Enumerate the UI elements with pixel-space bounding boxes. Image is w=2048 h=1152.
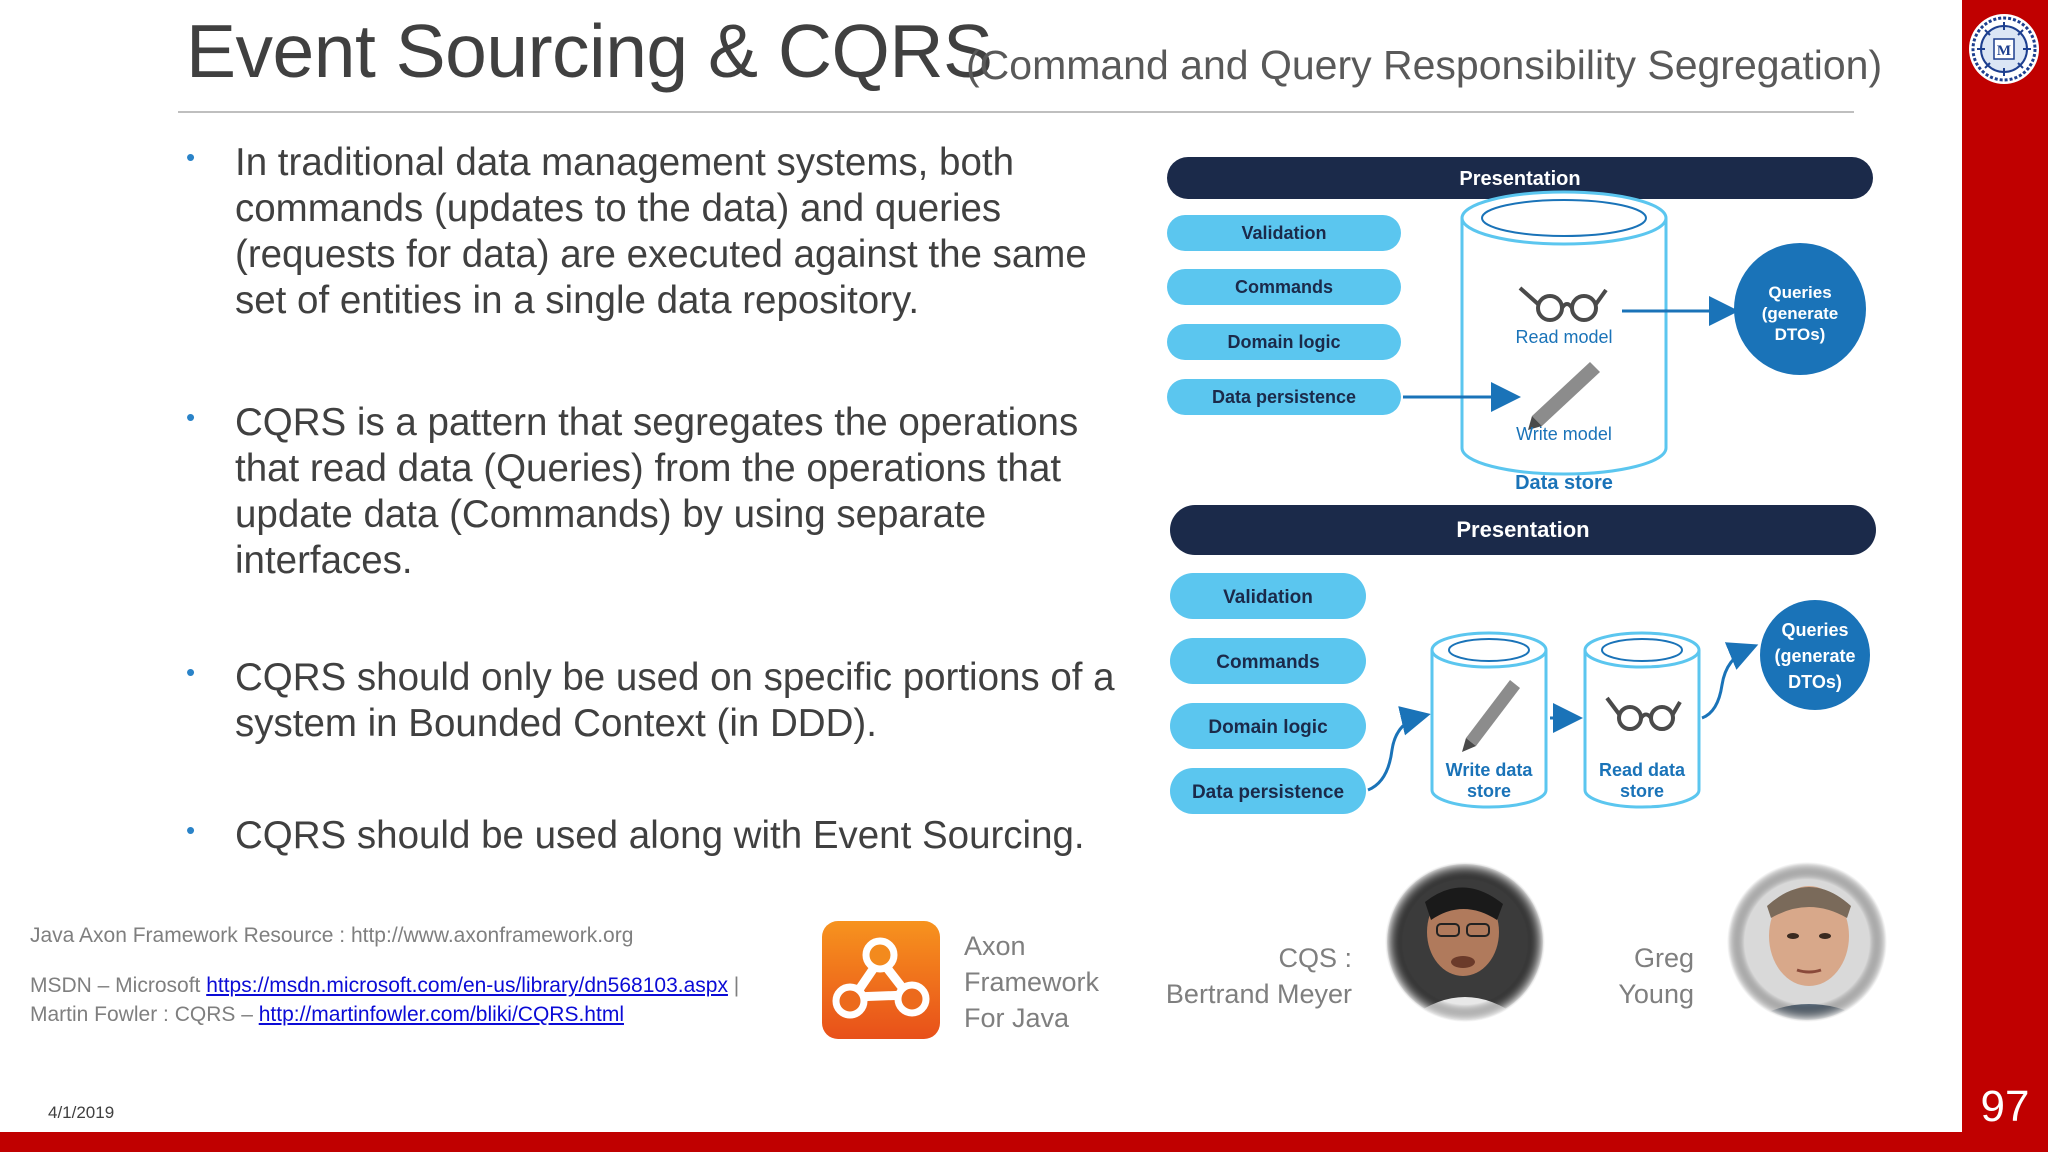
bottom-queries-circle [1760,600,1870,710]
fowler-reference [30,1003,624,1027]
svg-text:(generate: (generate [1774,646,1856,666]
msdn-reference [30,974,739,998]
bertrand-meyer-photo [1385,862,1545,1022]
axon-framework-caption: Axon Framework For Java [964,931,1100,1033]
svg-text:DTOs): DTOs) [1788,672,1842,692]
bottom-commands-layer [1170,638,1366,684]
read-data-store-label-line1: Read data [1598,760,1686,780]
university-seal-icon [1967,12,2041,86]
bullet-marker: • [186,815,196,845]
top-validation-layer [1167,215,1401,251]
msdn-link[interactable]: https://msdn.microsoft.com/en-us/library/dn568103.aspx [206,974,728,997]
cqs-bertrand-meyer-caption: CQS : Bertrand Meyer [1165,943,1352,1009]
write-data-store-label-line2: store [1466,781,1512,801]
page-number: 97 [1980,1082,2030,1131]
write-model-label: Write model [1516,424,1612,444]
bullet-text: In traditional data management systems, both commands (updates to the data) and queries (requests for data) are executed against the same set of entities in a single data repository. [235,141,1087,322]
top-data-persistence-layer [1167,379,1401,415]
read-model-label: Read model [1515,327,1613,347]
data-store-label: Data store [1515,472,1613,494]
axon-framework-logo-icon [820,919,942,1041]
greg-young-caption: Greg Young [1618,943,1694,1009]
svg-text:M: M [1996,43,2012,59]
top-commands-layer [1167,269,1401,305]
bottom-domain-logic-layer [1170,703,1366,749]
bottom-data-persistence-layer [1170,768,1366,814]
bullet-text: CQRS is a pattern that segregates the operations that read data (Queries) from the operations that update data (Commands) by using separate interfaces. [235,401,1079,582]
bottom-presentation-label: Presentation [1456,517,1590,542]
title-divider [178,111,1854,113]
svg-text:Validation: Validation [1241,223,1327,243]
axon-resource-reference: Java Axon Framework Resource : http://www.axonframework.org [30,924,634,947]
reference-separator: | [727,974,740,997]
cqrs-architecture-diagram [1160,150,1880,830]
right-accent-band [1962,0,2048,1152]
write-data-store-label-line1: Write data [1445,760,1533,780]
top-queries-circle [1734,243,1866,375]
top-domain-logic-layer [1167,324,1401,360]
svg-text:(generate: (generate [1761,304,1839,323]
svg-text:Validation: Validation [1223,587,1313,608]
svg-text:Domain logic: Domain logic [1208,717,1328,738]
greg-young-photo [1727,862,1887,1022]
svg-text:Commands: Commands [1234,277,1334,297]
slide-date: 4/1/2019 [48,1103,115,1122]
read-data-store-label-line2: store [1619,781,1665,801]
bullet-marker: • [186,402,196,432]
svg-text:Data persistence: Data persistence [1211,387,1357,407]
msdn-label: MSDN – Microsoft [30,974,207,997]
bullet-marker: • [186,142,196,172]
top-presentation-label: Presentation [1459,168,1581,190]
read-store-to-queries-arrow [1702,648,1750,718]
bottom-accent-band [0,1132,2048,1152]
fowler-link[interactable]: http://martinfowler.com/bliki/CQRS.html [258,1003,624,1026]
slide-title: Event Sourcing & CQRS [186,9,993,93]
persistence-to-write-store-arrow [1368,716,1422,790]
svg-text:Commands: Commands [1216,652,1320,673]
bullet-text: CQRS should be used along with Event Sourcing. [235,814,1085,857]
svg-text:Data persistence: Data persistence [1191,782,1345,803]
svg-text:Queries: Queries [1768,283,1832,302]
bullet-text: CQRS should only be used on specific portions of a system in Bounded Context (in DDD). [235,656,1115,745]
bullet-marker: • [186,657,196,687]
fowler-label: Martin Fowler : CQRS – [30,1003,259,1026]
slide-subtitle: (Command and Query Responsibility Segregation) [966,42,1883,88]
bottom-validation-layer [1170,573,1366,619]
svg-text:Queries: Queries [1781,620,1849,640]
svg-text:Domain logic: Domain logic [1227,332,1341,352]
svg-text:DTOs): DTOs) [1774,325,1826,344]
